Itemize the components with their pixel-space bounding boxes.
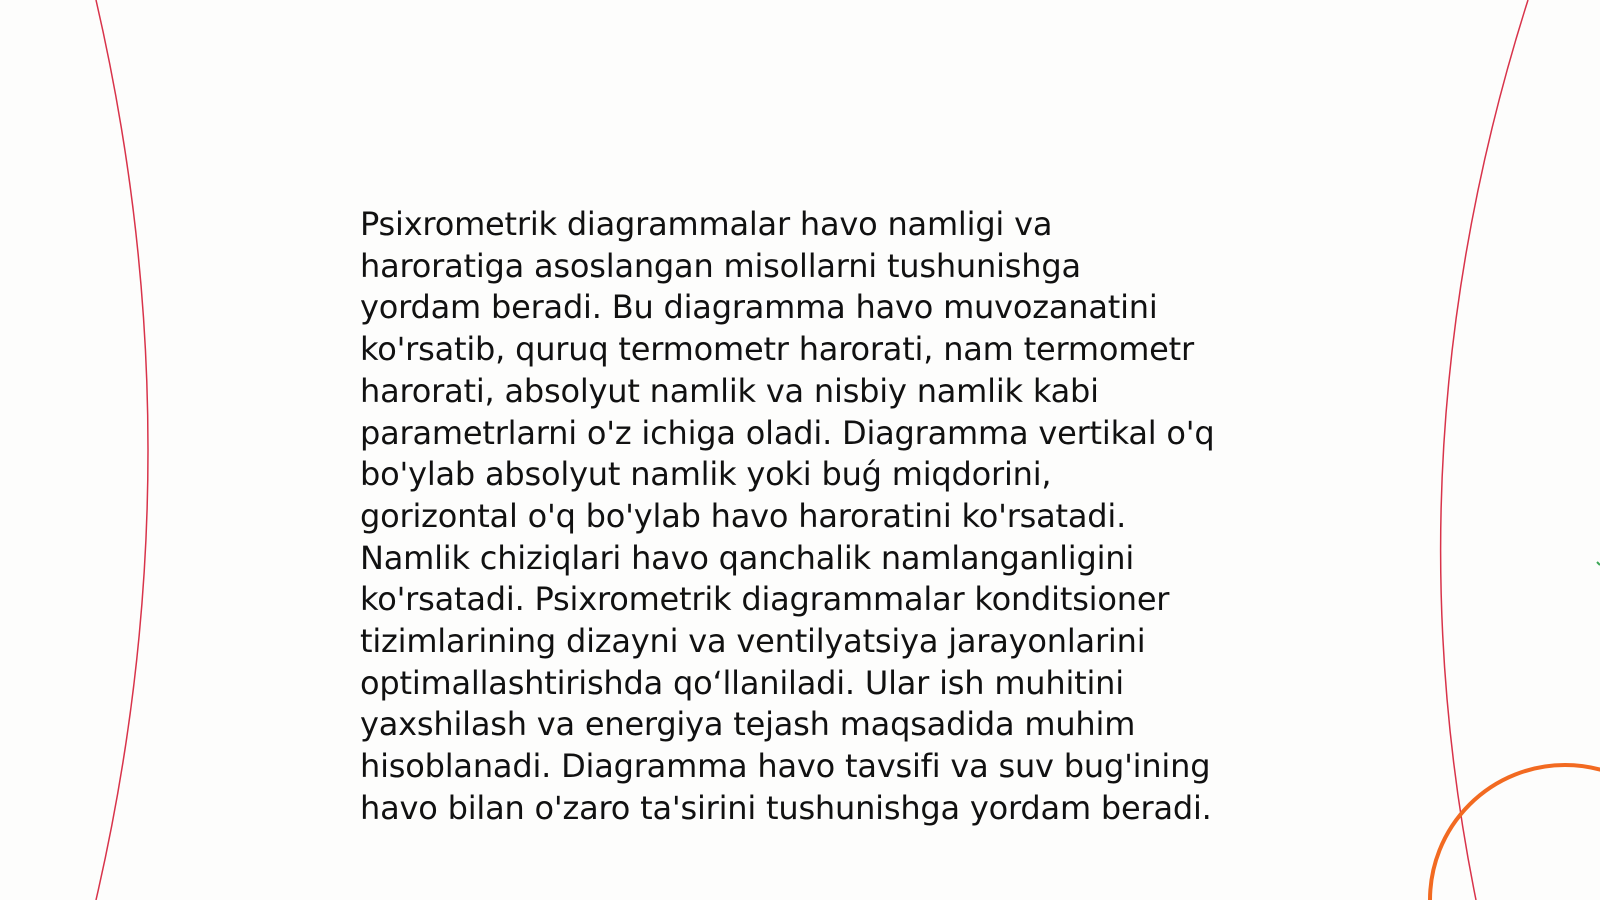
paragraph-line-14: hisoblanadi. Diagramma havo tavsifi va suv bug'ining [360, 747, 1211, 786]
paragraph-line-1: Psixrometrik diagrammalar havo namligi va [360, 205, 1053, 243]
paragraph-line-3: yordam beradi. Bu diagramma havo muvozanatini [360, 288, 1158, 327]
paragraph-line-5: harorati, absolyut namlik va nisbiy namlik kabi [360, 371, 1099, 410]
paragraph-line-11: tizimlarining dizayni va ventilyatsiya jarayonlarini [360, 622, 1146, 661]
paragraph-line-15: havo bilan o'zaro ta'sirini tushunishga yordam beradi. [360, 788, 1212, 827]
paragraph-line-7: bo'ylab absolyut namlik yoki buǵ miqdorini, [360, 455, 1052, 494]
left-arc-decoration [96, 0, 148, 900]
orange-circle-decoration [1430, 765, 1600, 900]
right-arc-decoration [1441, 0, 1528, 900]
paragraph-line-12: optimallashtirishda qo‘llaniladi. Ular ish muhitini [360, 663, 1124, 702]
paragraph-line-8: gorizontal o'q bo'ylab havo haroratini ko'rsatadi. [360, 496, 1127, 535]
paragraph-line-4: ko'rsatib, quruq termometr harorati, nam termometr [360, 330, 1194, 369]
body-paragraph [360, 204, 1260, 830]
paragraph-line-2: haroratiga asoslangan misollarni tushunishga [360, 246, 1081, 285]
paragraph-line-13: yaxshilash va energiya tejash maqsadida muhim [360, 705, 1136, 744]
paragraph-line-9: Namlik chiziqlari havo qanchalik namlanganligini [360, 538, 1135, 577]
paragraph-line-10: ko'rsatadi. Psixrometrik diagrammalar konditsioner [360, 580, 1170, 619]
paragraph-line-6: parametrlarni o'z ichiga oladi. Diagramma vertikal o'q [360, 413, 1215, 452]
